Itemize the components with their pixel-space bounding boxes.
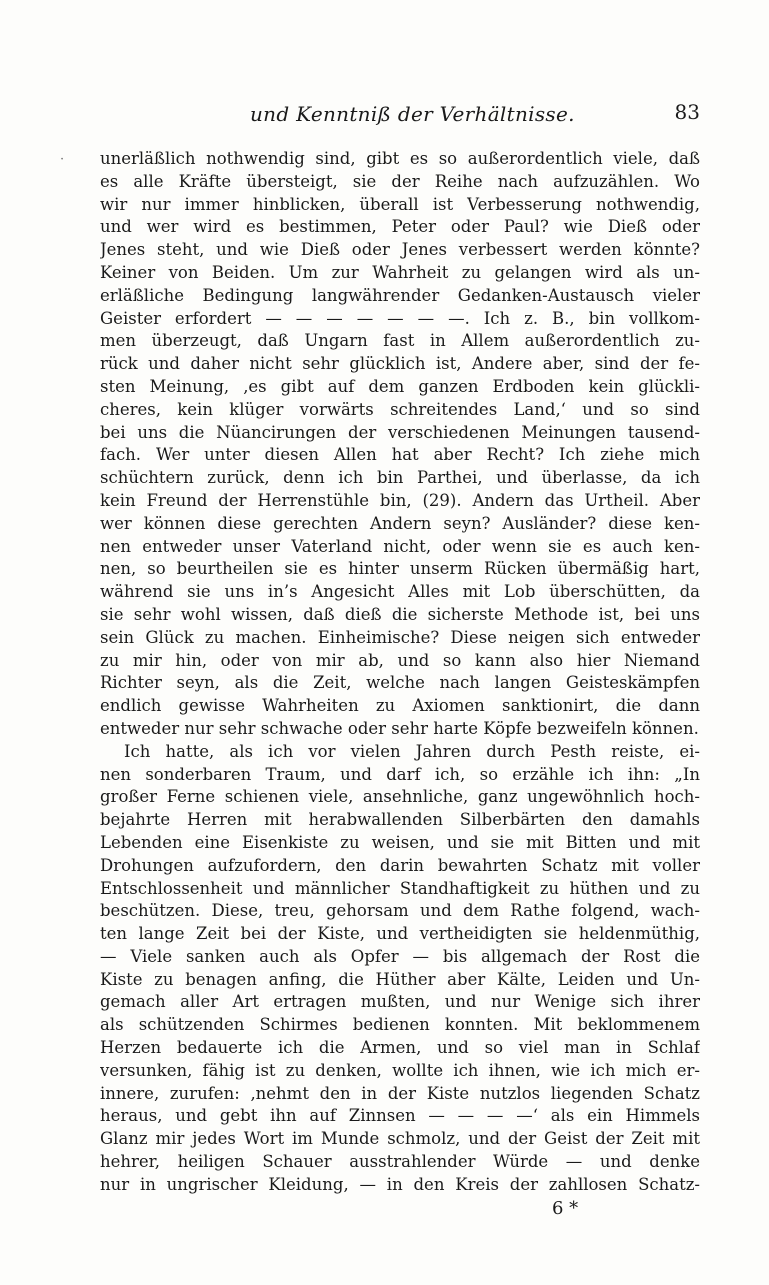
text-line: unerläßlich nothwendig sind, gibt es so außerordentlich viele, daß [100,149,700,168]
text-line: rück und daher nicht sehr glücklich ist, Andere aber, sind der fe- [100,354,700,374]
margin-mark: · [60,152,65,167]
page-footer [100,1198,700,1228]
text-line: bejahrte Herren mit herabwallenden Silberbärten den damahls [100,810,700,830]
text-line: nen, so beurtheilen sie es hinter unserm Rücken übermäßig hart, [100,559,700,579]
text-line: sie sehr wohl wissen, daß dieß die sicherste Methode ist, bei uns [100,604,700,624]
text-line: bei uns die Nüancirungen der verschiedenen Meinungen tausend- [100,422,700,442]
text-line: erläßliche Bedingung langwährender Gedanken-Austausch vieler [100,285,700,305]
text-line: cheres, kein klüger vorwärts schreitendes Land,‘ und so sind [100,399,700,419]
text-line: und wer wird es bestimmen, Peter oder Paul? wie Dieß oder [100,217,700,237]
text-line: sein Glück zu machen. Einheimische? Diese neigen sich entweder [100,627,700,647]
signature-mark: 6 * [552,1198,579,1219]
text-line: Entschlossenheit und männlicher Standhaftigkeit zu hüthen und zu [100,878,700,898]
text-line: Keiner von Beiden. Um zur Wahrheit zu gelangen wird als un- [100,262,700,282]
text-line: sten Meinung, ‚es gibt auf dem ganzen Erdboden kein glückli- [100,376,700,396]
text-line: heraus, und gebt ihn auf Zinnsen — — — —‘ als ein Himmels [100,1106,700,1126]
text-line: Jenes steht, und wie Dieß oder Jenes verbessert werden könnte? [100,240,700,260]
text-line: Glanz mir jedes Wort im Munde schmolz, und der Geist der Zeit mit [100,1129,700,1149]
text-line: nen sonderbaren Traum, und darf ich, so erzähle ich ihn: „In [100,764,700,784]
text-line: versunken, fähig ist zu denken, wollte ich ihnen, wie ich mich er- [100,1060,700,1080]
text-line: endlich gewisse Wahrheiten zu Axiomen sanktionirt, die dann [100,696,700,716]
page-number: 83 [674,100,700,124]
text-line: kein Freund der Herrenstühle bin, (29). Andern das Urtheil. Aber [100,490,700,510]
text-line: Richter seyn, als die Zeit, welche nach langen Geisteskämpfen [100,673,700,693]
text-line: hehrer, heiligen Schauer ausstrahlender Würde — und denke [100,1152,700,1172]
text-line: als schützenden Schirmes bedienen konnten. Mit beklommenem [100,1015,700,1035]
text-line: Geister erfordert — — — — — — —. Ich z. B., bin vollkom- [100,308,700,328]
text-line: nen entweder unser Vaterland nicht, oder wenn sie es auch ken- [100,536,700,556]
text-line: Herzen bedauerte ich die Armen, und so viel man in Schlaf [100,1038,700,1058]
text-line: gemach aller Art ertragen mußten, und nur Wenige sich ihrer [100,992,700,1012]
text-line: entweder nur sehr schwache oder sehr harte Köpfe bezweifeln können. [100,718,699,738]
text-line: Kiste zu benagen anfing, die Hüther aber Kälte, Leiden und Un- [100,969,700,989]
text-line: Lebenden eine Eisenkiste zu weisen, und sie mit Bitten und mit [100,832,700,852]
text-line: wir nur immer hinblicken, überall ist Verbesserung nothwendig, [100,194,700,214]
text-line: schüchtern zurück, denn ich bin Parthei, und überlasse, da ich [100,468,700,488]
running-head: und Kenntniß der Verhältnisse. [250,102,575,126]
text-line: Ich hatte, als ich vor vielen Jahren durch Pesth reiste, ei- [124,741,700,761]
text-line: innere, zurufen: ‚nehmt den in der Kiste nutzlos liegenden Schatz [100,1083,700,1103]
text-line: men überzeugt, daß Ungarn fast in Allem außerordentlich zu- [100,331,700,351]
text-line: großer Ferne schienen viele, ansehnliche, ganz ungewöhnlich hoch- [100,787,700,807]
text-line: zu mir hin, oder von mir ab, und so kann also hier Niemand [100,650,700,670]
body-text [100,148,700,1197]
text-line: wer können diese gerechten Andern seyn? Ausländer? diese ken- [100,513,700,533]
text-line: ten lange Zeit bei der Kiste, und vertheidigten sie heldenmüthig, [100,924,700,944]
text-line: nur in ungrischer Kleidung, — in den Kreis der zahllosen Schatz- [100,1174,700,1194]
text-line: während sie uns in’s Angesicht Alles mit Lob überschütten, da [100,582,700,602]
text-line: fach. Wer unter diesen Allen hat aber Recht? Ich ziehe mich [100,445,700,465]
page-header [100,100,700,130]
text-line: es alle Kräfte übersteigt, sie der Reihe nach aufzuzählen. Wo [100,171,700,191]
text-line: Drohungen aufzufordern, den darin bewahrten Schatz mit voller [100,855,700,875]
text-line: beschützen. Diese, treu, gehorsam und dem Rathe folgend, wach- [100,901,700,921]
text-line: — Viele sanken auch als Opfer — bis allgemach der Rost die [100,946,700,966]
